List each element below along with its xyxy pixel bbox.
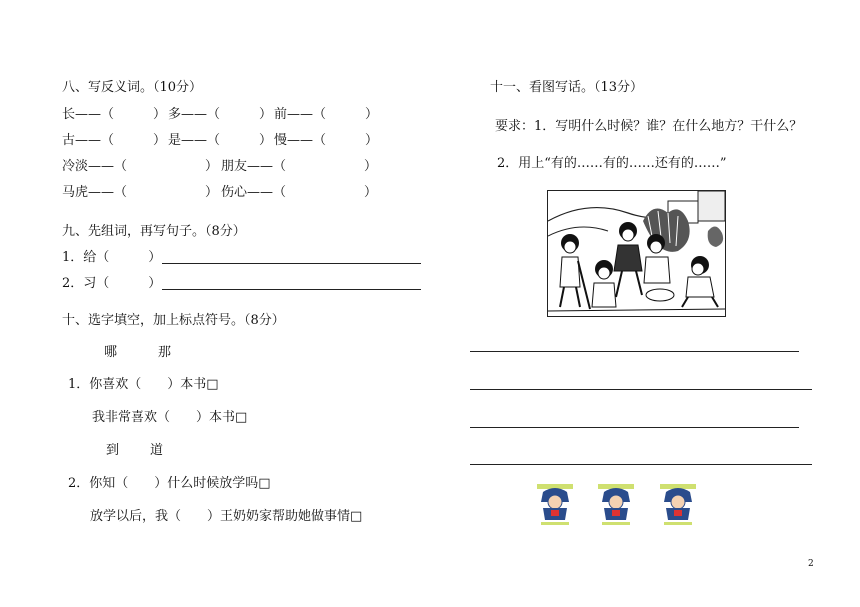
- section-8-title: 八、写反义词。（10分）: [62, 80, 203, 95]
- word-group-item: 2．习（ ）: [62, 276, 162, 291]
- writing-line[interactable]: [470, 427, 799, 428]
- antonym-item: 长——（ ）: [62, 107, 167, 122]
- antonym-item: 古——（ ）: [62, 133, 167, 148]
- word-group-item: 1．给（ ）: [62, 250, 162, 265]
- antonym-item: 朋友——（ ）: [221, 159, 378, 174]
- mascot-icon: [656, 482, 700, 528]
- picture-illustration: [547, 190, 726, 317]
- section-11-title: 十一、看图写话。（13分）: [490, 80, 644, 95]
- fill-question: 2．你知（ ）什么时候放学吗□: [68, 476, 271, 491]
- section-9-title: 九、先组词，再写句子。（8分）: [62, 224, 246, 239]
- antonym-item: 多——（ ）: [168, 107, 273, 122]
- fill-question: 放学以后，我（ ）王奶奶家帮助她做事情□: [90, 509, 363, 524]
- char-choice: 哪: [104, 345, 118, 360]
- mascot-icon: [594, 482, 638, 528]
- section-10-title: 十、选字填空，加上标点符号。（8分）: [62, 313, 285, 328]
- fill-question: 我非常喜欢（ ）本书□: [92, 410, 248, 425]
- requirement-2: 2．用上“有的……有的……还有的……”: [497, 156, 727, 171]
- antonym-item: 前——（ ）: [274, 107, 379, 122]
- writing-line[interactable]: [470, 464, 812, 465]
- char-choice: 到: [106, 443, 120, 458]
- antonym-item: 冷淡——（ ）: [62, 159, 219, 174]
- char-choice: 道: [150, 443, 164, 458]
- writing-line[interactable]: [470, 389, 812, 390]
- antonym-item: 伤心——（ ）: [221, 185, 378, 200]
- answer-line[interactable]: [162, 289, 421, 290]
- antonym-item: 马虎——（ ）: [62, 185, 219, 200]
- mascot-icon: [533, 482, 577, 528]
- writing-line[interactable]: [470, 351, 799, 352]
- page-number: 2: [808, 559, 814, 569]
- antonym-item: 是——（ ）: [168, 133, 273, 148]
- char-choice: 那: [158, 345, 172, 360]
- antonym-item: 慢——（ ）: [274, 133, 379, 148]
- requirement-1: 要求：1．写明什么时候？谁？在什么地方？干什么？: [495, 119, 803, 134]
- fill-question: 1．你喜欢（ ）本书□: [68, 377, 219, 392]
- answer-line[interactable]: [162, 263, 421, 264]
